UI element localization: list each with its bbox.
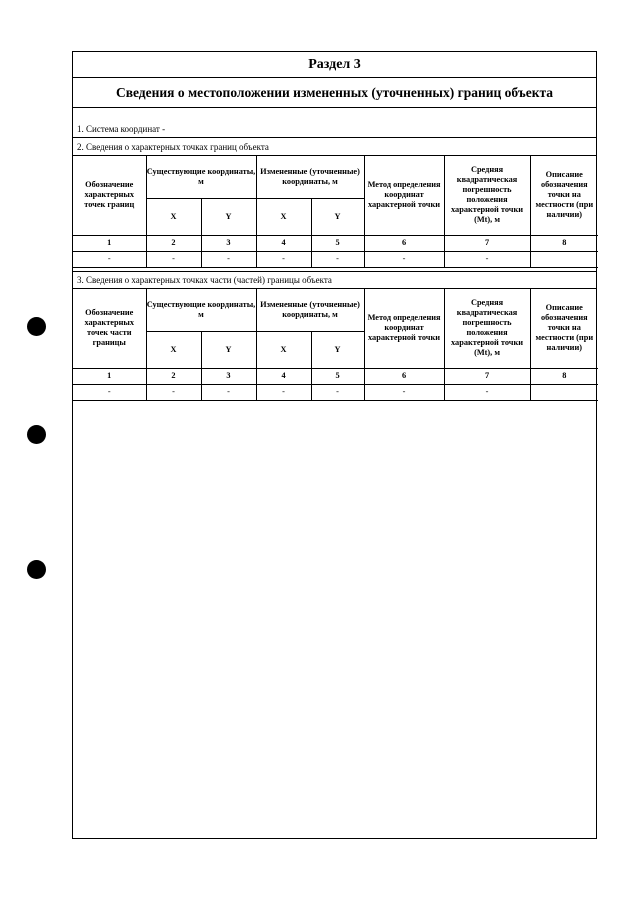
column-number: 5	[311, 368, 364, 384]
header-mean-error: Средняя квадратическая погрешность положения характерной точки (Mt), м	[444, 289, 530, 368]
column-number: 8	[530, 368, 598, 384]
column-number-row	[73, 368, 598, 384]
binder-hole-bottom	[27, 560, 46, 579]
header-mean-error: Средняя квадратическая погрешность положения характерной точки (Mt), м	[444, 156, 530, 235]
header-changed-x: X	[256, 331, 311, 368]
section-title: Раздел 3	[73, 52, 596, 78]
points-table	[73, 156, 598, 268]
header-point-designation: Обозначение характерных точек части границы	[73, 289, 146, 368]
table-cell: -	[256, 251, 311, 267]
table-cell: -	[146, 251, 201, 267]
header-existing-y: Y	[201, 198, 256, 235]
table-row	[73, 384, 598, 400]
header-existing-x: X	[146, 198, 201, 235]
document-title: Сведения о местоположении измененных (уточненных) границ объекта	[73, 78, 596, 108]
header-point-designation: Обозначение характерных точек границ	[73, 156, 146, 235]
binder-hole-top	[27, 317, 46, 336]
header-changed-x: X	[256, 198, 311, 235]
header-changed-coords: Измененные (уточненные) координаты, м	[256, 289, 364, 331]
table-cell: -	[201, 251, 256, 267]
table-cell	[530, 384, 598, 400]
header-changed-y: Y	[311, 198, 364, 235]
table-cell: -	[444, 251, 530, 267]
table-cell: -	[311, 251, 364, 267]
column-number: 3	[201, 235, 256, 251]
column-number: 6	[364, 368, 444, 384]
table-cell: -	[73, 384, 146, 400]
part-points-table	[73, 289, 598, 401]
column-number: 3	[201, 368, 256, 384]
table-cell: -	[256, 384, 311, 400]
column-number: 1	[73, 368, 146, 384]
header-existing-y: Y	[201, 331, 256, 368]
document-frame	[72, 51, 597, 839]
column-number: 6	[364, 235, 444, 251]
column-number: 8	[530, 235, 598, 251]
column-number: 5	[311, 235, 364, 251]
table-row	[73, 251, 598, 267]
header-changed-coords: Измененные (уточненные) координаты, м	[256, 156, 364, 198]
binder-hole-middle	[27, 425, 46, 444]
column-number: 2	[146, 368, 201, 384]
table-cell: -	[364, 251, 444, 267]
table-cell: -	[201, 384, 256, 400]
header-method: Метод определения координат характерной точки	[364, 289, 444, 368]
column-number-row	[73, 235, 598, 251]
header-changed-y: Y	[311, 331, 364, 368]
table-cell: -	[73, 251, 146, 267]
column-number: 7	[444, 235, 530, 251]
table1-caption: 2. Сведения о характерных точках границ объекта	[73, 138, 596, 156]
column-number: 4	[256, 235, 311, 251]
column-number: 7	[444, 368, 530, 384]
table-cell	[530, 251, 598, 267]
column-number: 4	[256, 368, 311, 384]
table-cell: -	[311, 384, 364, 400]
table-cell: -	[146, 384, 201, 400]
table-cell: -	[444, 384, 530, 400]
header-existing-coords: Существующие координаты, м	[146, 156, 256, 198]
header-method: Метод определения координат характерной точки	[364, 156, 444, 235]
header-description: Описание обозначения точки на местности (при наличии)	[530, 156, 598, 235]
column-number: 2	[146, 235, 201, 251]
coordinate-system-line: 1. Система координат -	[73, 120, 596, 138]
header-existing-x: X	[146, 331, 201, 368]
table-cell: -	[364, 384, 444, 400]
header-existing-coords: Существующие координаты, м	[146, 289, 256, 331]
header-description: Описание обозначения точки на местности (при наличии)	[530, 289, 598, 368]
table2-caption: 3. Сведения о характерных точках части (частей) границы объекта	[73, 271, 596, 289]
column-number: 1	[73, 235, 146, 251]
